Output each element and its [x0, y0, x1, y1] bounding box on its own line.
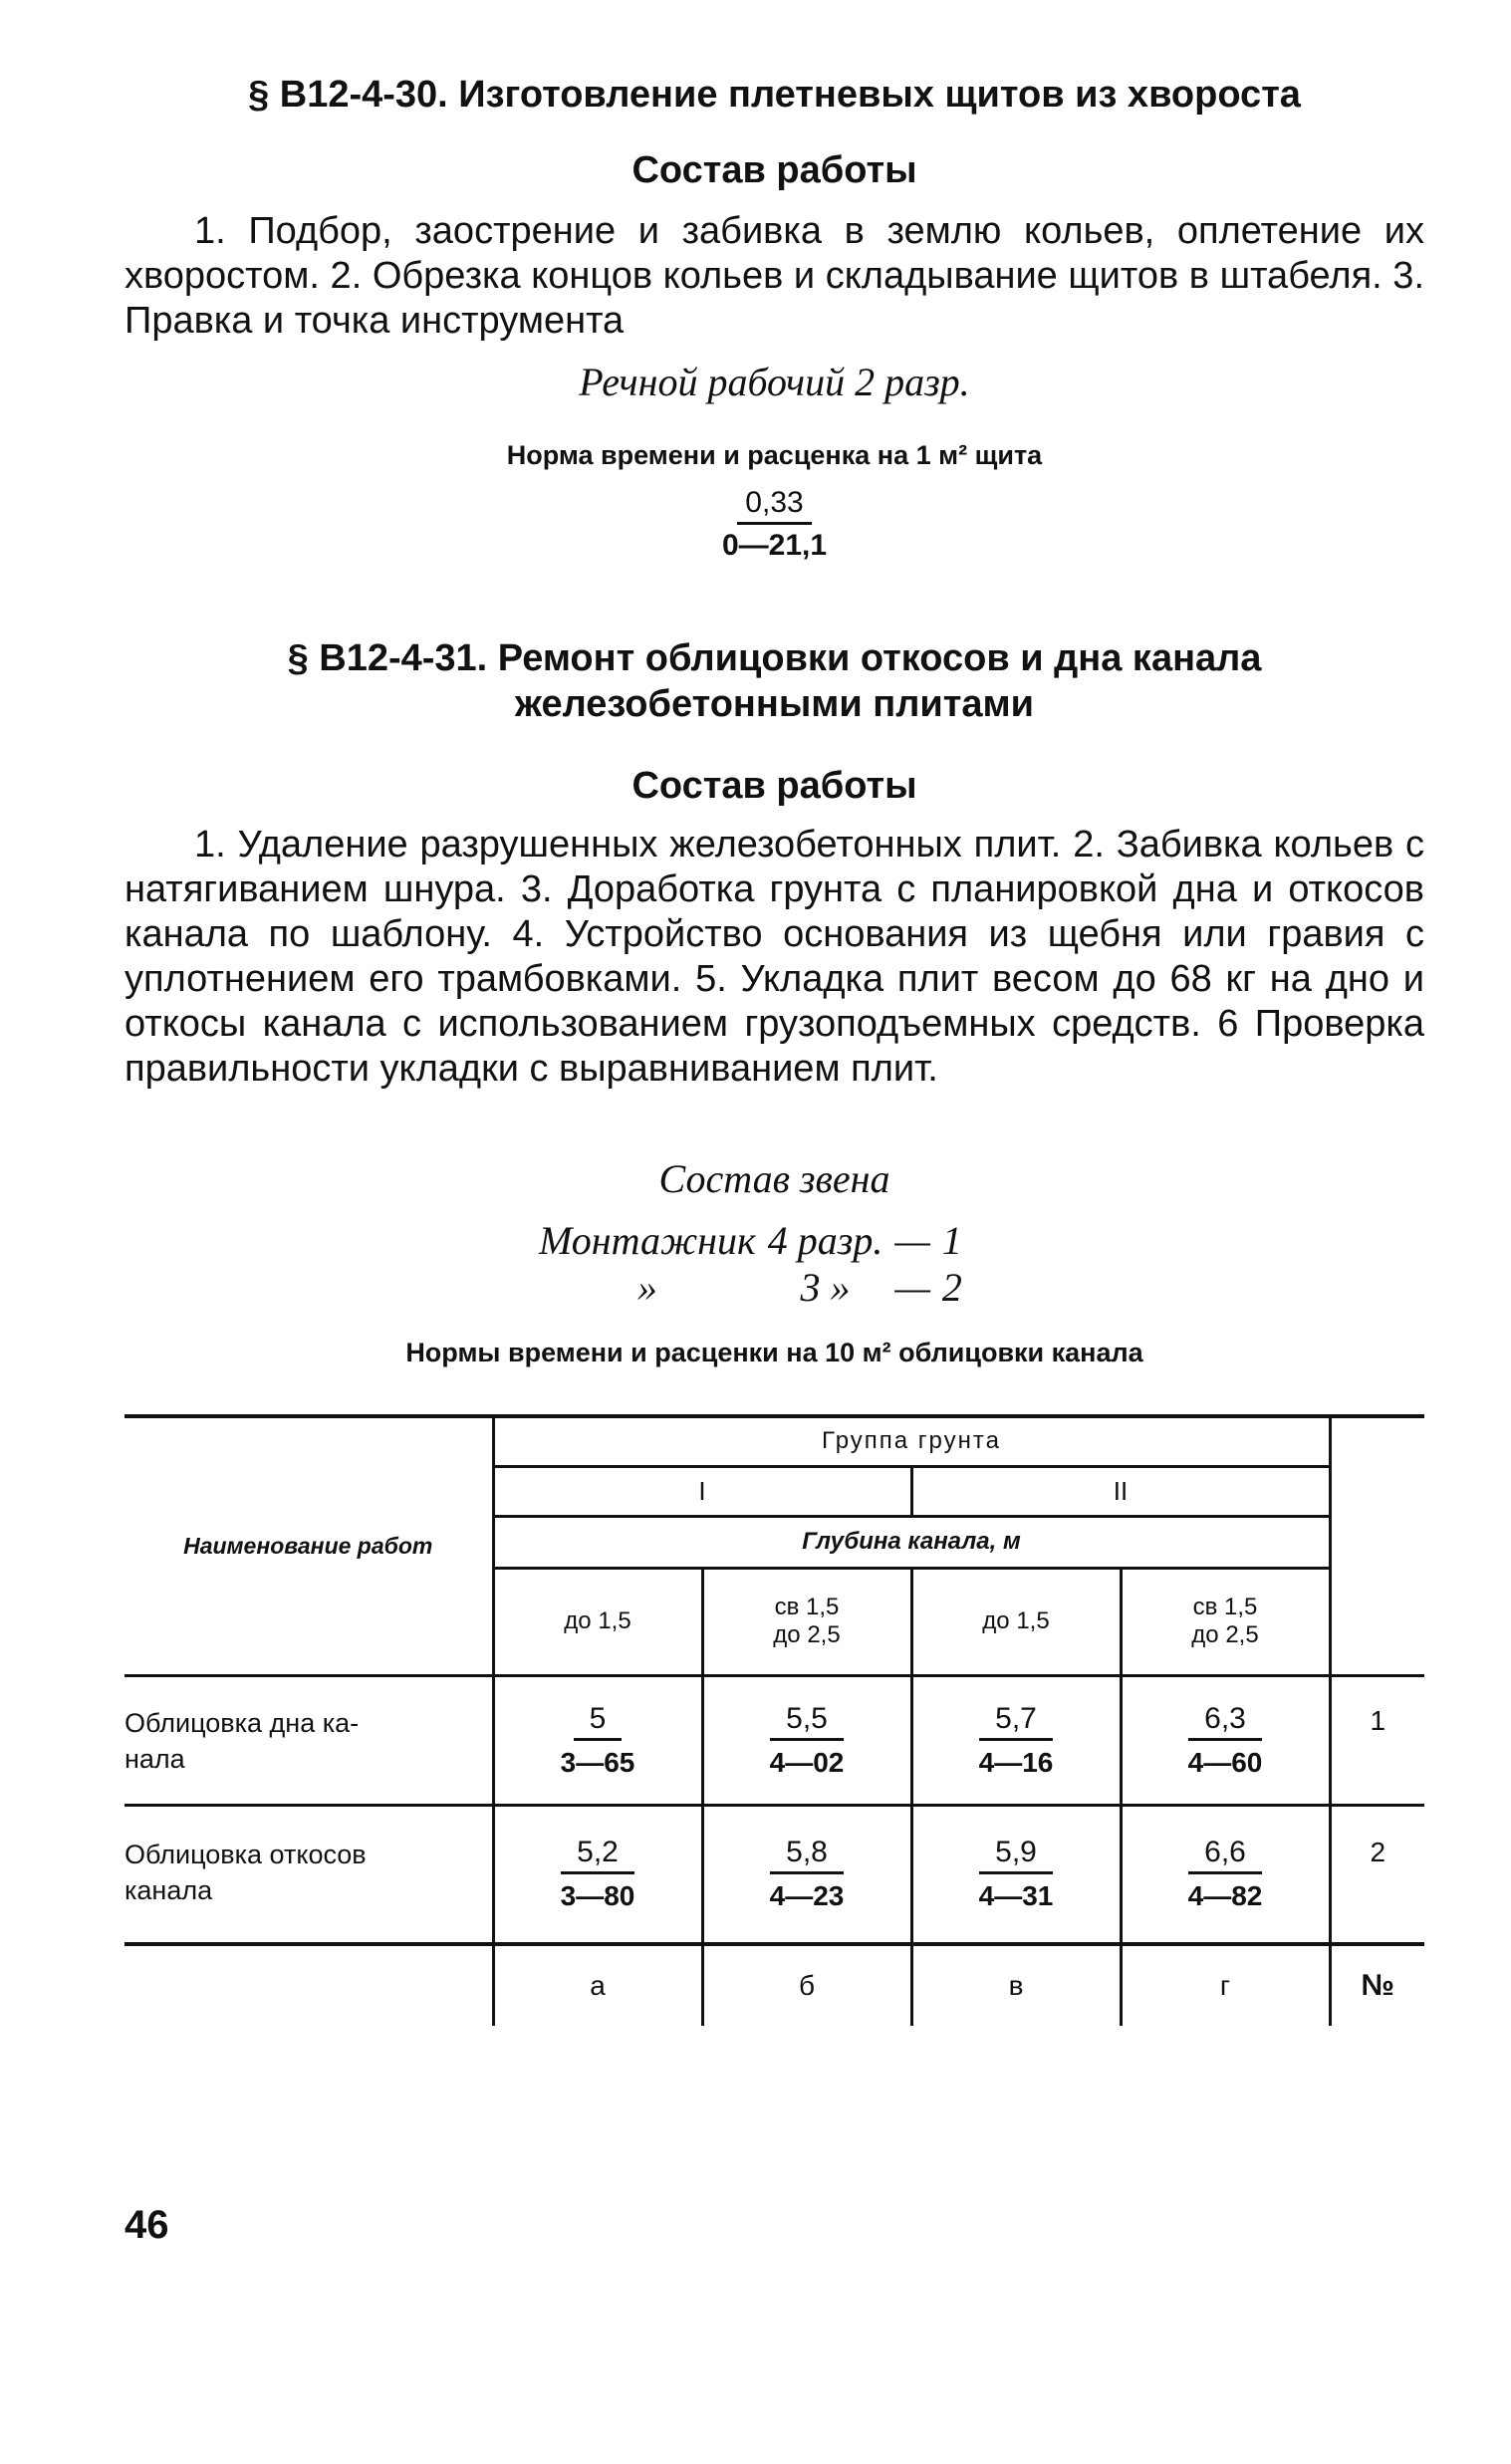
table-cell — [493, 1675, 702, 1805]
table-cell — [1121, 1675, 1330, 1805]
work-composition-text-2: 1. Удаление разрушенных железобетонных плит. 2. Забивка кольев с натягиванием шнура. 3. Доработка грунта с планировкой дна и откосов канала по шаблону. 4. Устройство основания из щебня или гравия с уплотнением его трамбовками. 5. Укладка плит весом до 68 кг на дно и откосы канала с использованием грузоподъемных средств. 6 Проверка правильности укладки с выравниванием плит. — [125, 824, 1424, 1090]
norm-title: Норма времени и расценка на 1 м² щита — [506, 440, 1043, 470]
work-composition-title-2: Состав работы — [631, 765, 917, 807]
depth-col-d — [1121, 1568, 1330, 1675]
price-rate: 4—60 — [1187, 1746, 1263, 1778]
column-letters-row — [125, 1944, 1424, 2026]
price-rate: 3—80 — [560, 1880, 635, 1912]
crew-count: 2 — [941, 1265, 962, 1310]
crew-count: 1 — [941, 1218, 962, 1263]
price-rate: 4—02 — [769, 1746, 845, 1778]
row-name — [125, 1805, 493, 1944]
depth-col-b — [702, 1568, 911, 1675]
time-norm: 6,6 — [1188, 1836, 1262, 1874]
depth-col-b-line1: св 1,5 — [774, 1594, 840, 1620]
col-letter: в — [911, 1944, 1121, 2026]
soil-group-2: II — [911, 1466, 1330, 1516]
row-name-line2: канала — [125, 1874, 213, 1905]
time-norm: 5,9 — [979, 1836, 1053, 1874]
row-name-line2: нала — [125, 1743, 185, 1774]
table-row — [125, 1675, 1424, 1805]
col-letter: г — [1121, 1944, 1330, 2026]
work-composition-text: 1. Подбор, заострение и забивка в землю кольев, оплетение их хворостом. 2. Обрезка концов кольев и складывание щитов в штабеля. 3. Правка и точка инструмента — [125, 210, 1424, 342]
depth-col-a: до 1,5 — [493, 1568, 702, 1675]
crew-list — [533, 1217, 968, 1311]
section-heading-line1: § В12-4-31. Ремонт облицовки откосов и дна канала — [287, 637, 1262, 679]
table-cell — [493, 1805, 702, 1944]
table-cell — [911, 1805, 1121, 1944]
time-norm: 5,7 — [979, 1702, 1053, 1741]
depth-col-c: до 1,5 — [911, 1568, 1121, 1675]
section-heading-b12-4-30: § В12-4-30. Изготовление плетневых щитов из хвороста — [248, 74, 1301, 116]
price-rate: 4—23 — [769, 1880, 845, 1912]
time-norm: 5,8 — [770, 1836, 844, 1874]
time-norm: 5,2 — [561, 1836, 634, 1874]
crew-row — [533, 1217, 968, 1264]
norms-title: Нормы времени и расценки на 10 м² облицовки канала — [405, 1338, 1143, 1367]
time-norm: 5 — [574, 1702, 623, 1741]
norm-fraction — [623, 486, 926, 563]
price-rate: 4—82 — [1187, 1880, 1263, 1912]
col-letter: б — [702, 1944, 911, 2026]
time-norm: 5,5 — [770, 1702, 844, 1741]
col-header-work-name: Наименование работ — [125, 1416, 493, 1675]
price-rate: 4—31 — [978, 1880, 1054, 1912]
norms-table — [125, 1414, 1424, 2026]
crew-dash: — — [894, 1265, 930, 1310]
depth-col-b-line2: до 2,5 — [773, 1621, 841, 1648]
norm-time-value: 0,33 — [737, 486, 811, 525]
price-rate: 4—16 — [978, 1746, 1054, 1778]
table-cell — [702, 1675, 911, 1805]
section-heading-b12-4-31 — [125, 635, 1424, 727]
norm-price-value: 0—21,1 — [721, 529, 828, 562]
num-label: № — [1330, 1944, 1424, 2026]
table-cell — [702, 1805, 911, 1944]
crew-dash: — — [894, 1218, 930, 1263]
crew-grade: 4 разр. — [767, 1218, 883, 1263]
row-name-line1: Облицовка дна ка- — [125, 1707, 360, 1738]
work-composition-title: Состав работы — [631, 149, 917, 191]
soil-group-header: Группа грунта — [493, 1416, 1330, 1466]
page-number: 46 — [125, 2203, 169, 2247]
time-norm: 6,3 — [1188, 1702, 1262, 1741]
price-rate: 3—65 — [560, 1746, 635, 1778]
depth-col-d-line2: до 2,5 — [1191, 1621, 1259, 1648]
worker-grade: Речной рабочий 2 разр. — [579, 360, 970, 404]
crew-grade: 3 » — [800, 1265, 851, 1310]
crew-profession: » — [636, 1265, 657, 1310]
crew-profession: Монтажник — [539, 1218, 756, 1263]
row-number: 2 — [1330, 1805, 1424, 1944]
crew-row — [533, 1264, 968, 1311]
row-number: 1 — [1370, 1704, 1386, 1736]
canal-depth-header: Глубина канала, м — [493, 1516, 1330, 1568]
depth-col-d-line1: св 1,5 — [1192, 1594, 1258, 1620]
row-name-line1: Облицовка откосов — [125, 1839, 367, 1869]
table-cell — [911, 1675, 1121, 1805]
soil-group-1: I — [493, 1466, 911, 1516]
section-heading-line2: железобетонными плитами — [515, 683, 1034, 725]
table-row — [125, 1805, 1424, 1944]
col-letter: а — [493, 1944, 702, 2026]
table-cell — [1121, 1805, 1330, 1944]
crew-title: Состав звена — [658, 1156, 890, 1201]
row-name — [125, 1675, 493, 1805]
